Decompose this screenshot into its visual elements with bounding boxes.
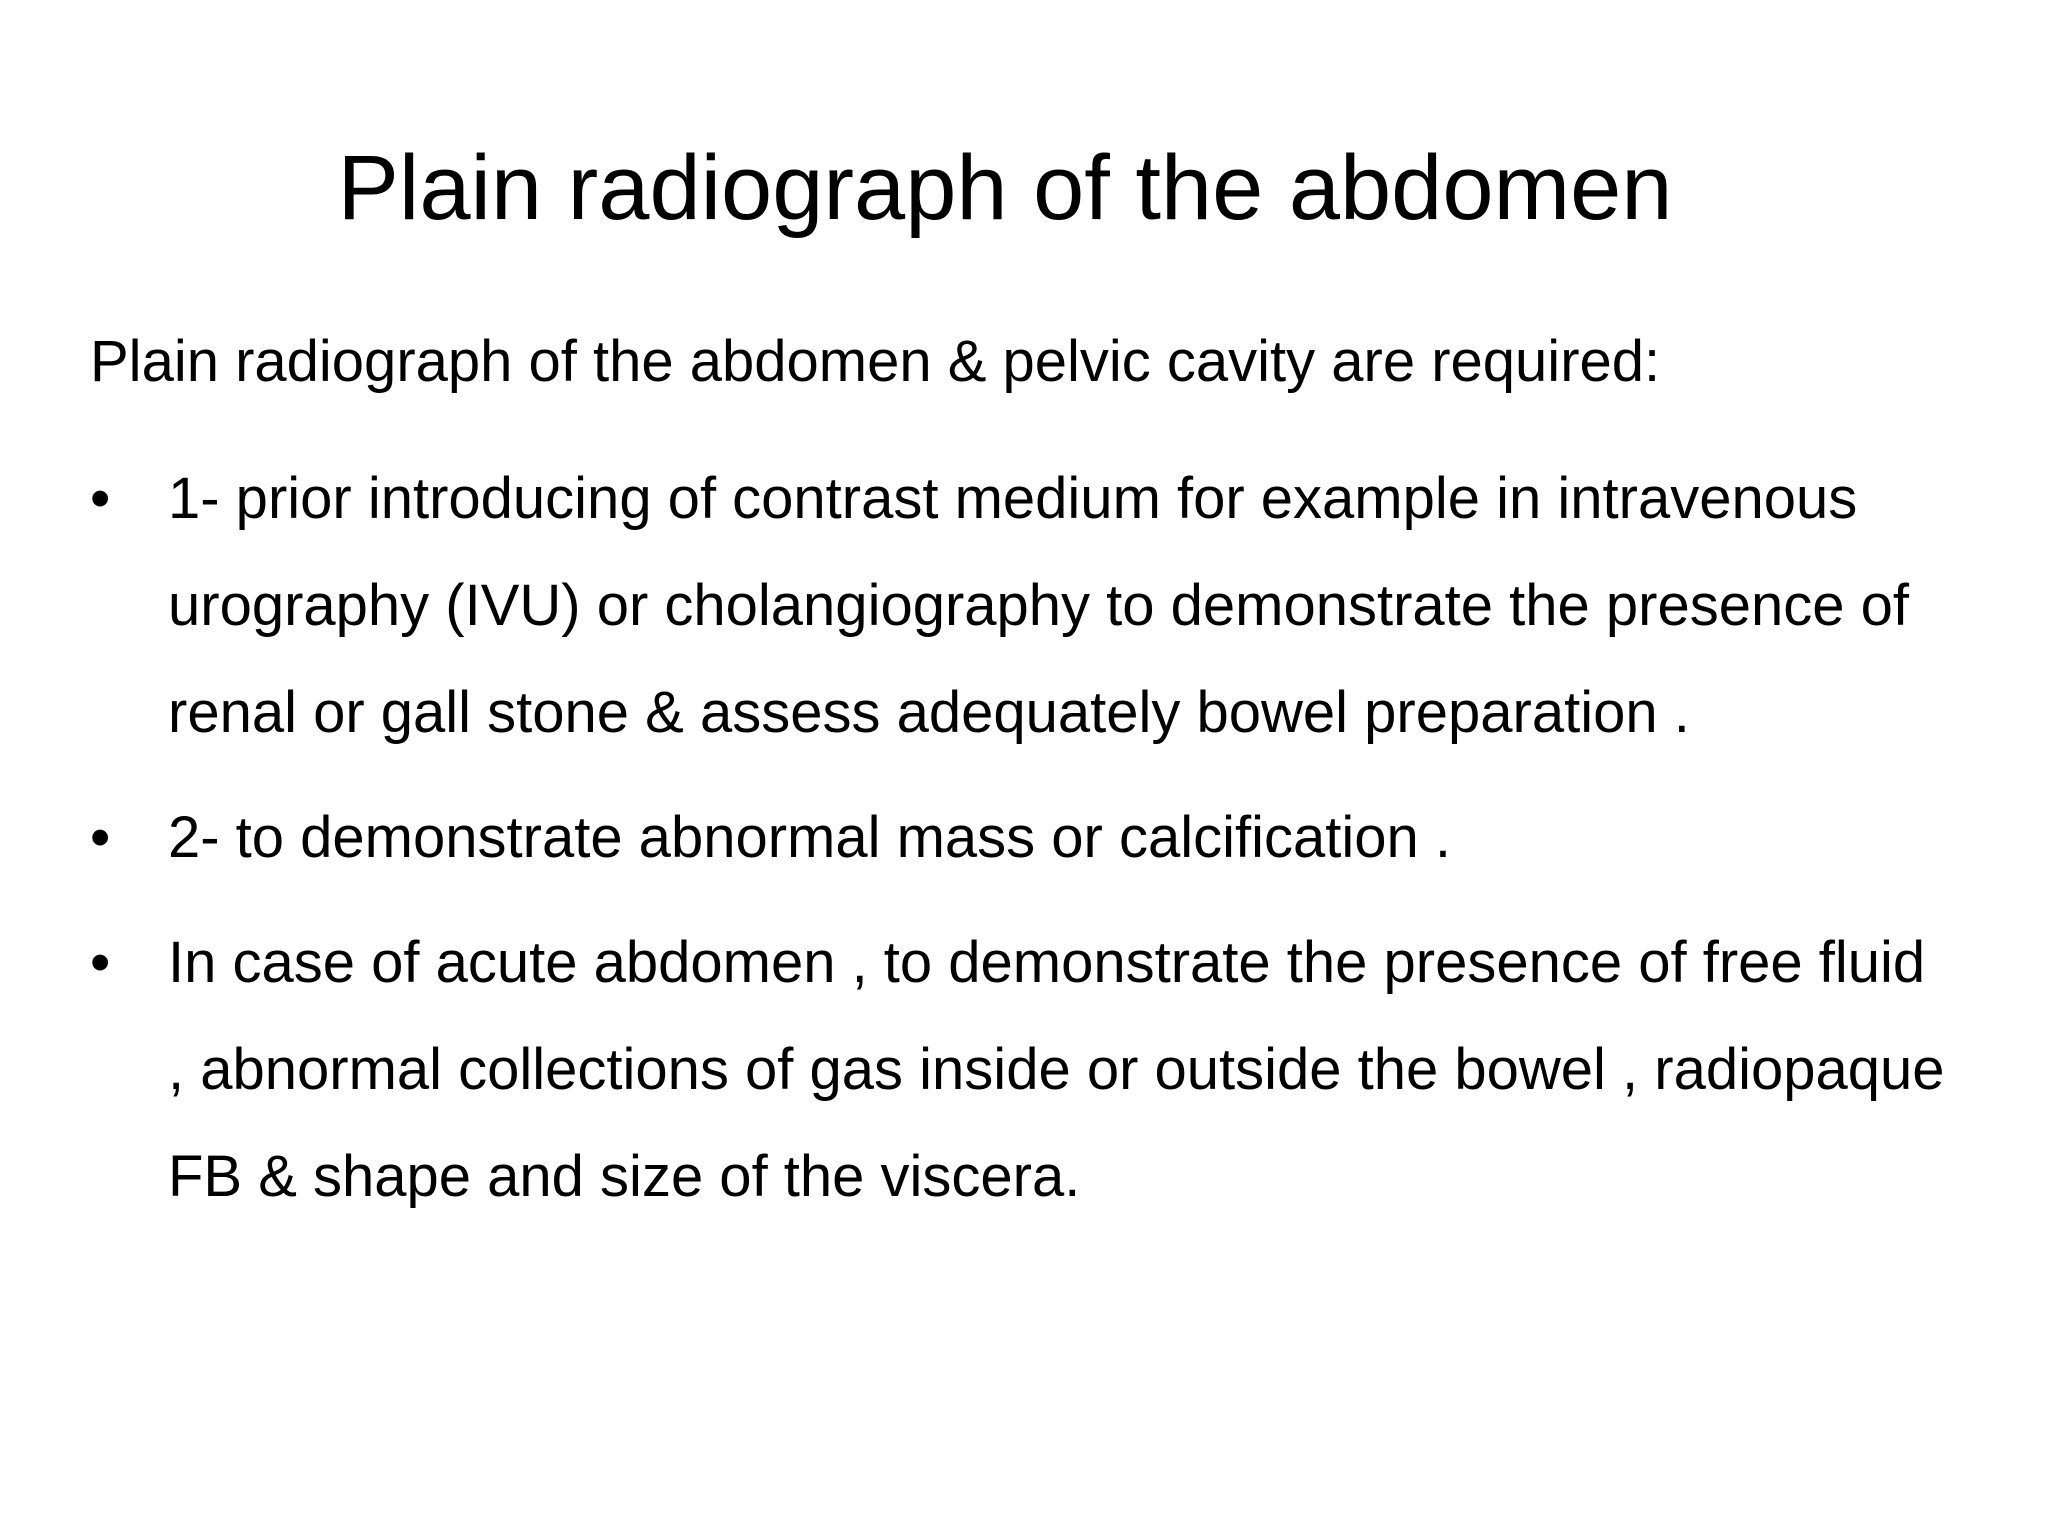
bullet-text: 1- prior introducing of contrast medium for example in intravenous urography (IVU) or cholangiography to demonstrate the presence of renal or gall stone & assess adequately bowel preparation . [168, 466, 1909, 745]
slide-title: Plain radiograph of the abdomen [337, 137, 1673, 239]
bullet-icon: • [90, 466, 111, 531]
bullet-icon: • [90, 930, 111, 995]
bullet-icon: • [90, 805, 111, 870]
bullet-item-3 [90, 909, 1990, 1230]
bullet-item-2 [90, 784, 1990, 891]
bullet-text: 2- to demonstrate abnormal mass or calcification . [168, 805, 1451, 870]
bullet-list [90, 445, 1990, 1248]
intro-text: Plain radiograph of the abdomen & pelvic cavity are required: [90, 329, 1661, 394]
bullet-text: In case of acute abdomen , to demonstrate the presence of free fluid , abnormal collections of gas inside or outside the bowel , radiopaque FB & shape and size of the viscera. [168, 930, 1945, 1209]
bullet-item-1 [90, 445, 1990, 766]
